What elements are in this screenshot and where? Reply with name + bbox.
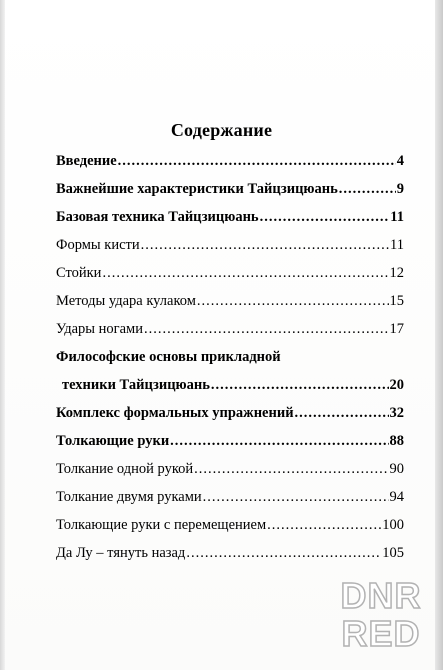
toc-leader-dots (339, 180, 396, 198)
toc-entry-page: 15 (389, 293, 404, 309)
page-edge-left (0, 0, 5, 670)
watermark-logo (331, 572, 431, 658)
toc-entry-page: 11 (390, 209, 404, 225)
toc-entry (56, 456, 404, 478)
toc-leader-dots (197, 292, 389, 310)
toc-leader-dots (260, 208, 390, 226)
toc-leader-dots (102, 264, 388, 282)
toc-entry-label: Важнейшие характеристики Тайцзицюань (56, 181, 338, 197)
page-edge-right (435, 0, 443, 670)
toc-entry (56, 288, 404, 310)
toc-entry (56, 512, 404, 534)
toc-leader-dots (170, 432, 388, 450)
toc-entry-label: Толкающие руки (56, 433, 170, 449)
toc-entry-label: техники Тайцзицюань (62, 377, 210, 393)
toc-entry-label: Да Лу – тянуть назад (56, 545, 186, 561)
toc-entry-label: Комплекс формальных упражнений (56, 405, 294, 421)
toc-entry-label: Базовая техника Тайцзицюань (56, 209, 259, 225)
toc-entry-label: Удары ногами (56, 321, 143, 337)
toc-entry (56, 148, 404, 170)
toc-entry (56, 428, 404, 450)
toc-entry-label: Методы удара кулаком (56, 293, 196, 309)
toc-entry-page: 32 (389, 405, 404, 421)
toc-leader-dots (194, 460, 388, 478)
toc-entry-label: Толкающие руки с перемещением (56, 517, 267, 533)
toc-entry (56, 484, 404, 506)
toc-entry-page: 105 (382, 545, 404, 561)
watermark-line-2: RED (341, 613, 421, 654)
toc-entry-page: 90 (389, 461, 404, 477)
toc-entry-label: Введение (56, 153, 117, 169)
toc-leader-dots (295, 404, 389, 422)
toc-entry (56, 372, 404, 394)
toc-entry-page: 17 (389, 321, 404, 337)
toc-entry (56, 176, 404, 198)
toc-entry-page: 20 (389, 377, 404, 393)
toc-entry-label: Формы кисти (56, 237, 140, 253)
toc-entry-label: Толкание одной рукой (56, 461, 194, 477)
toc-entry (56, 316, 404, 338)
page-title: Содержание (170, 120, 273, 140)
toc-entry (56, 204, 404, 226)
toc-leader-dots (203, 488, 389, 506)
toc-entry-label: Толкание двумя руками (56, 489, 202, 505)
toc-entry-label: Философские основы прикладной (56, 349, 281, 365)
toc-leader-dots (141, 236, 389, 254)
toc-entry-page: 100 (382, 517, 404, 533)
toc-entry-page: 94 (389, 489, 404, 505)
toc-leader-dots (267, 516, 381, 534)
toc-entry (56, 232, 404, 254)
toc-leader-dots (118, 152, 396, 170)
toc-entry-page: 88 (389, 433, 404, 449)
toc-entry (56, 260, 404, 282)
toc-leader-dots (186, 544, 381, 562)
toc-entry-page: 11 (390, 237, 404, 253)
toc-entry (56, 540, 404, 562)
toc-leader-dots (211, 376, 389, 394)
toc-entry-page: 9 (396, 181, 404, 197)
watermark-line-1: DNR (340, 575, 422, 616)
toc-entry-page: 12 (389, 265, 404, 281)
toc-entry-page: 4 (396, 153, 404, 169)
toc-entry (56, 344, 404, 366)
toc-entry (56, 400, 404, 422)
toc-leader-dots (144, 320, 389, 338)
toc-entry-label: Стойки (56, 265, 102, 281)
